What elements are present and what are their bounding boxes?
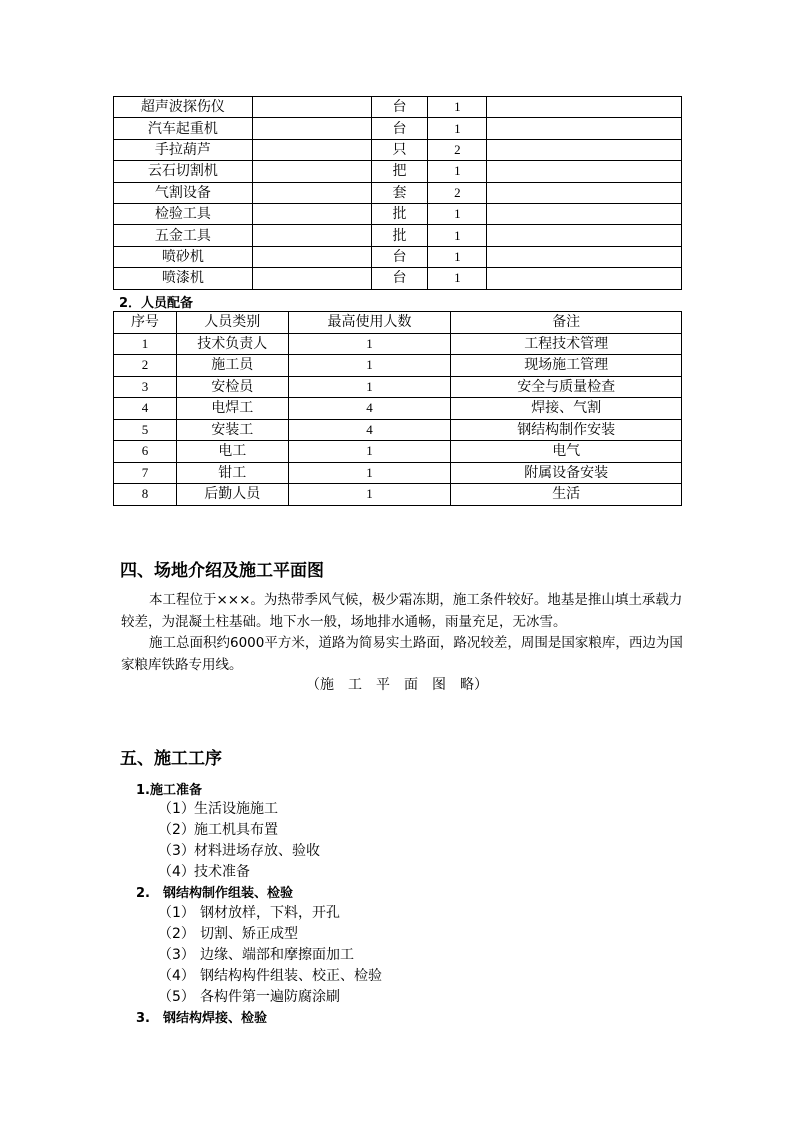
table-row: 气割设备 套 2 xyxy=(114,182,682,203)
group-3-title: 3. 钢结构焊接、检验 xyxy=(136,1011,267,1026)
table-row: 云石切割机 把 1 xyxy=(114,161,682,182)
list-item: （1）生活设施施工 xyxy=(158,801,278,817)
table-row: 6 电工 1 电气 xyxy=(114,441,682,463)
list-item: （3）材料进场存放、验收 xyxy=(158,843,320,859)
equipment-table xyxy=(113,96,682,290)
section-4-title: 四、场地介绍及施工平面图 xyxy=(120,561,324,581)
plan-omitted-note: （施 工 平 面 图 略） xyxy=(306,677,488,693)
staffing-table xyxy=(113,311,682,506)
staffing-heading: 2．人员配备 xyxy=(119,296,194,311)
list-item: （4）技术准备 xyxy=(158,864,250,880)
table-row: 超声波探伤仪 台 1 xyxy=(114,97,682,118)
group-2-title: 2. 钢结构制作组装、检验 xyxy=(136,886,293,901)
list-item: （5） 各构件第一遍防腐涂刷 xyxy=(158,989,340,1005)
table-row: 5 安装工 4 钢结构制作安装 xyxy=(114,419,682,441)
table-row: 五金工具 批 1 xyxy=(114,225,682,246)
table-row: 检验工具 批 1 xyxy=(114,203,682,224)
table-row: 2 施工员 1 现场施工管理 xyxy=(114,355,682,377)
table-row: 7 钳工 1 附属设备安装 xyxy=(114,462,682,484)
list-item: （3） 边缘、端部和摩擦面加工 xyxy=(158,947,354,963)
table-row: 喷砂机 台 1 xyxy=(114,246,682,267)
section-5-title: 五、施工工序 xyxy=(120,749,222,769)
table-header-row: 序号 人员类别 最高使用人数 备注 xyxy=(114,312,682,334)
table-row: 3 安检员 1 安全与质量检查 xyxy=(114,376,682,398)
table-row: 手拉葫芦 只 2 xyxy=(114,139,682,160)
table-row: 4 电焊工 4 焊接、气割 xyxy=(114,398,682,420)
table-row: 1 技术负责人 1 工程技术管理 xyxy=(114,333,682,355)
list-item: （2）施工机具布置 xyxy=(158,822,278,838)
list-item: （2） 切割、矫正成型 xyxy=(158,926,298,942)
list-item: （4） 钢结构构件组装、校正、检验 xyxy=(158,968,382,984)
table-row: 8 后勤人员 1 生活 xyxy=(114,484,682,506)
list-item: （1） 钢材放样，下料，开孔 xyxy=(158,905,340,921)
section-4-paragraph-2: 施工总面积约6000平方米，道路为简易实土路面，路况较差，周围是国家粮库，西边为国家粮库铁路专用线。 xyxy=(121,635,683,673)
table-row: 汽车起重机 台 1 xyxy=(114,118,682,139)
table-row: 喷漆机 台 1 xyxy=(114,268,682,289)
group-1-title: 1.施工准备 xyxy=(136,783,202,798)
section-4-paragraph-1: 本工程位于×××。为热带季风气候，极少霜冻期，施工条件较好。地基是推山填土承载力较差，为混凝土柱基础。地下水一般，场地排水通畅，雨量充足，无冰雪。 xyxy=(121,592,683,630)
